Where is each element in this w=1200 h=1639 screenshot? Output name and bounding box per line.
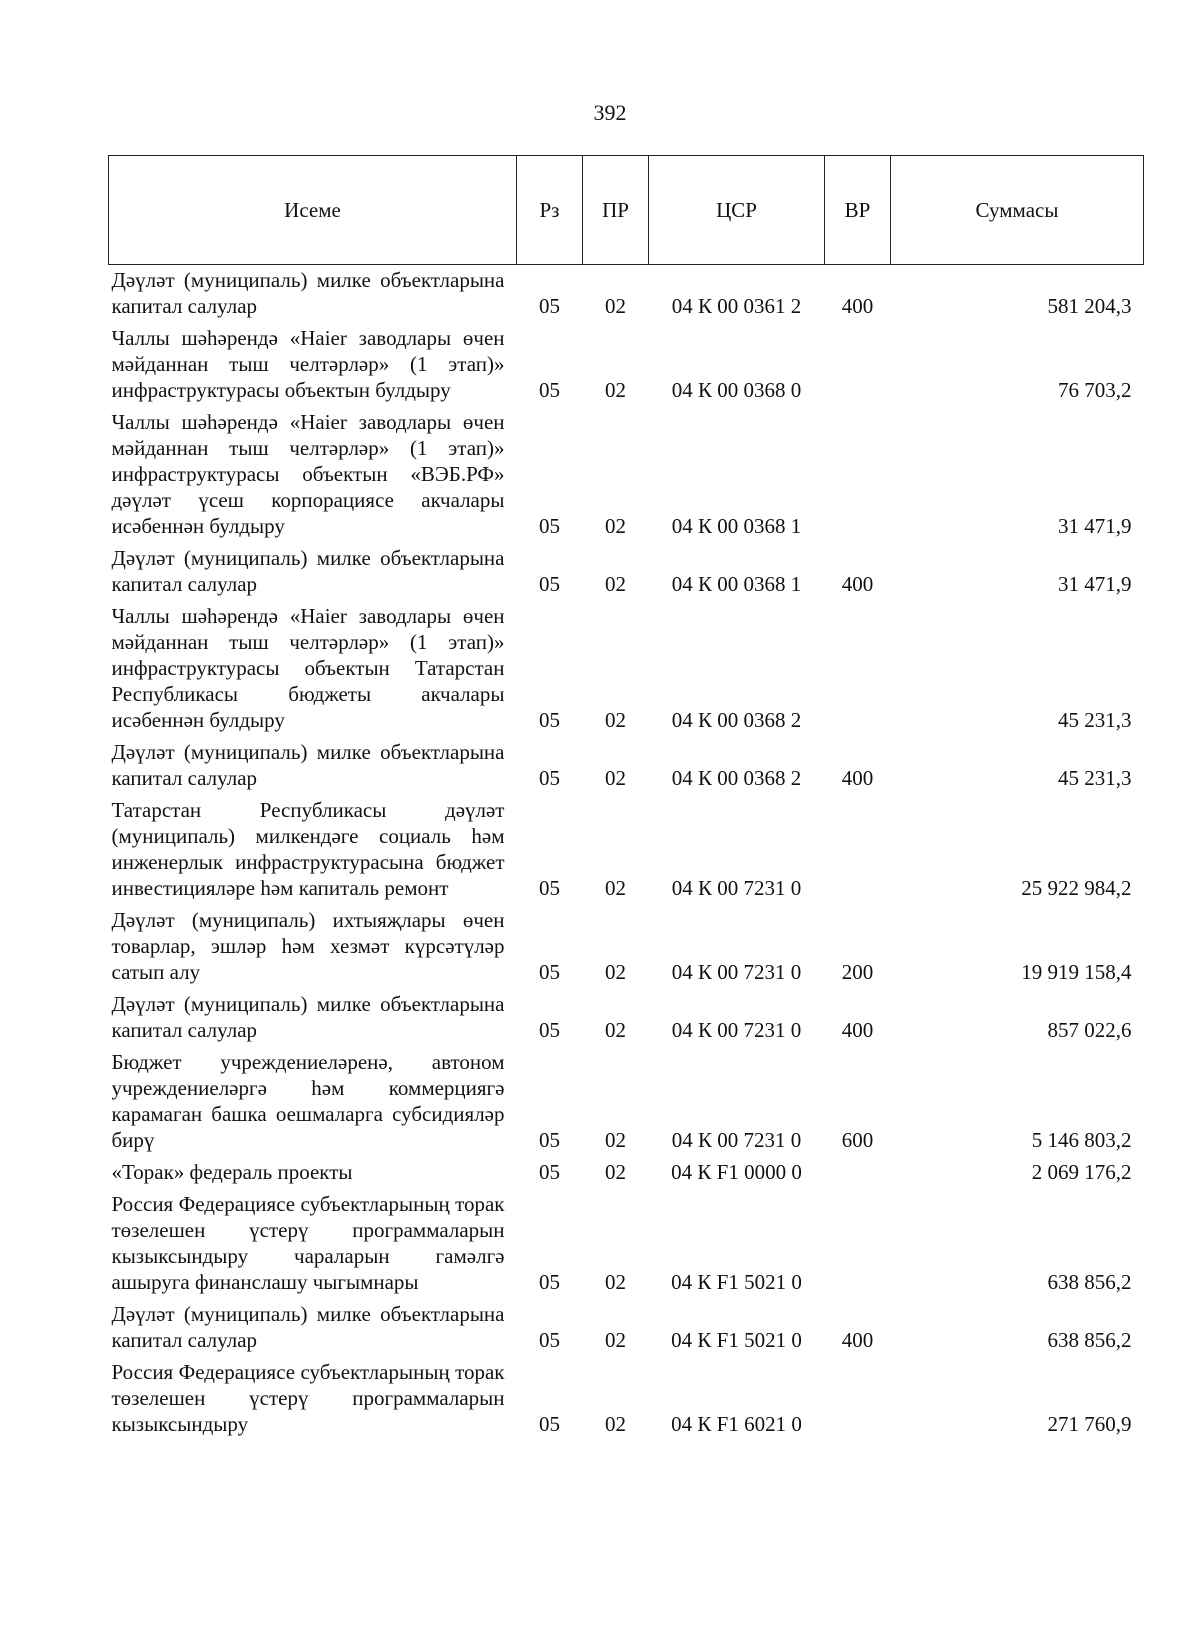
row-amount: 31 471,9 <box>1058 572 1132 596</box>
row-pr: 02 <box>605 1270 626 1294</box>
row-rz: 05 <box>539 1270 560 1294</box>
row-amount: 76 703,2 <box>1058 378 1132 402</box>
row-amount: 31 471,9 <box>1058 514 1132 538</box>
row-vr <box>825 1357 891 1441</box>
table-row <box>109 795 1144 905</box>
row-name: Дәүләт (муниципаль) ихтыяҗлары өчен товарлар, эшләр һәм хезмәт күрсәтүләр сатып алу <box>111 908 505 984</box>
row-vr: 400 <box>841 294 874 318</box>
row-csr: 04 К 00 7231 0 <box>671 1018 802 1042</box>
row-pr: 02 <box>605 708 626 732</box>
header-rz: Рз <box>517 156 583 265</box>
row-csr: 04 К 00 7231 0 <box>671 876 802 900</box>
row-csr: 04 К F1 6021 0 <box>671 1412 802 1436</box>
row-csr: 04 К 00 7231 0 <box>671 1128 802 1152</box>
row-vr <box>825 1157 891 1189</box>
row-rz: 05 <box>539 572 560 596</box>
row-pr: 02 <box>605 876 626 900</box>
row-name: Дәүләт (муниципаль) милке объектларына капитал салулар <box>111 546 505 596</box>
row-vr <box>825 407 891 543</box>
row-vr <box>825 323 891 407</box>
row-rz: 05 <box>539 708 560 732</box>
row-csr: 04 К 00 0368 1 <box>671 514 802 538</box>
row-amount: 19 919 158,4 <box>1021 960 1132 984</box>
row-csr: 04 К 00 0368 2 <box>671 708 802 732</box>
row-pr: 02 <box>605 960 626 984</box>
row-csr: 04 К F1 0000 0 <box>671 1160 802 1184</box>
row-pr: 02 <box>605 572 626 596</box>
row-csr: 04 К 00 0368 2 <box>671 766 802 790</box>
row-csr: 04 К F1 5021 0 <box>671 1328 802 1352</box>
row-amount: 45 231,3 <box>1058 708 1132 732</box>
header-csr: ЦСР <box>649 156 825 265</box>
budget-table <box>108 155 1144 1441</box>
table-row <box>109 737 1144 795</box>
row-amount: 45 231,3 <box>1058 766 1132 790</box>
row-csr: 04 К 00 0368 0 <box>671 378 802 402</box>
row-csr: 04 К 00 0368 1 <box>671 572 802 596</box>
row-rz: 05 <box>539 378 560 402</box>
row-amount: 271 760,9 <box>1047 1412 1132 1436</box>
row-pr: 02 <box>605 766 626 790</box>
row-rz: 05 <box>539 1128 560 1152</box>
row-pr: 02 <box>605 1128 626 1152</box>
row-name: Татарстан Республикасы дәүләт (муниципаль) милкендәге социаль һәм инженерлык инфраструктурасына бюджет инвестицияләре һәм капиталь ремонт <box>111 798 505 900</box>
table-row <box>109 543 1144 601</box>
row-pr: 02 <box>605 294 626 318</box>
table-row <box>109 265 1144 324</box>
row-csr: 04 К 00 7231 0 <box>671 960 802 984</box>
table-row <box>109 601 1144 737</box>
row-pr: 02 <box>605 1412 626 1436</box>
row-vr: 400 <box>841 572 874 596</box>
row-name: Россия Федерациясе субъектларының торак төзелешен үстерү программаларын кызыксындыру чараларын гамәлгә ашыруга финанслашу чыгымнары <box>111 1192 505 1294</box>
row-name: Дәүләт (муниципаль) милке объектларына капитал салулар <box>111 740 505 790</box>
row-rz: 05 <box>539 1328 560 1352</box>
row-rz: 05 <box>539 766 560 790</box>
row-name: Россия Федерациясе субъектларының торак төзелешен үстерү программаларын кызыксындыру <box>111 1360 505 1436</box>
row-vr <box>825 601 891 737</box>
row-amount: 2 069 176,2 <box>1031 1160 1132 1184</box>
table-row <box>109 1189 1144 1299</box>
row-vr: 600 <box>841 1128 874 1152</box>
row-vr: 400 <box>841 766 874 790</box>
row-name: Бюджет учреждениеләренә, автоном учреждениеләргә һәм коммерциягә карамаган башка оешмаларга субсидияләр бирү <box>111 1050 505 1152</box>
row-csr: 04 К F1 5021 0 <box>671 1270 802 1294</box>
row-pr: 02 <box>605 1160 626 1184</box>
table-row <box>109 1357 1144 1441</box>
row-amount: 638 856,2 <box>1047 1328 1132 1352</box>
table-row <box>109 989 1144 1047</box>
table-row <box>109 1299 1144 1357</box>
table-row <box>109 323 1144 407</box>
row-vr <box>825 1189 891 1299</box>
row-vr <box>825 795 891 905</box>
row-name: Чаллы шәһәрендә «Haier заводлары өчен мәйданнан тыш челтәрләр» (1 этап)» инфраструктурасы объектын булдыру <box>111 326 505 402</box>
row-vr: 400 <box>841 1018 874 1042</box>
row-pr: 02 <box>605 514 626 538</box>
header-amount: Суммасы <box>891 156 1144 265</box>
header-name: Исеме <box>109 156 517 265</box>
header-vr: ВР <box>825 156 891 265</box>
row-pr: 02 <box>605 378 626 402</box>
table-row <box>109 1157 1144 1189</box>
row-rz: 05 <box>539 514 560 538</box>
row-rz: 05 <box>539 1160 560 1184</box>
header-pr: ПР <box>583 156 649 265</box>
row-amount: 581 204,3 <box>1047 294 1132 318</box>
row-pr: 02 <box>605 1018 626 1042</box>
row-vr: 200 <box>841 960 874 984</box>
row-amount: 857 022,6 <box>1047 1018 1132 1042</box>
row-name: Дәүләт (муниципаль) милке объектларына капитал салулар <box>111 992 505 1042</box>
row-rz: 05 <box>539 1412 560 1436</box>
row-amount: 5 146 803,2 <box>1031 1128 1132 1152</box>
row-pr: 02 <box>605 1328 626 1352</box>
row-rz: 05 <box>539 1018 560 1042</box>
table-row <box>109 905 1144 989</box>
page-number: 392 <box>593 100 627 125</box>
row-name: Чаллы шәһәрендә «Haier заводлары өчен мәйданнан тыш челтәрләр» (1 этап)» инфраструктурасы объектын «ВЭБ.РФ» дәүләт үсеш корпорациясе акчалары исәбеннән булдыру <box>111 410 505 538</box>
table-row <box>109 407 1144 543</box>
table-header-row <box>109 156 1144 265</box>
row-rz: 05 <box>539 876 560 900</box>
row-vr: 400 <box>841 1328 874 1352</box>
row-rz: 05 <box>539 960 560 984</box>
row-amount: 638 856,2 <box>1047 1270 1132 1294</box>
row-name: Дәүләт (муниципаль) милке объектларына капитал салулар <box>111 268 505 318</box>
row-amount: 25 922 984,2 <box>1021 876 1132 900</box>
row-rz: 05 <box>539 294 560 318</box>
row-name: Дәүләт (муниципаль) милке объектларына капитал салулар <box>111 1302 505 1352</box>
row-name: Чаллы шәһәрендә «Haier заводлары өчен мәйданнан тыш челтәрләр» (1 этап)» инфраструктурасы объектын Татарстан Республикасы бюджеты акчалары исәбеннән булдыру <box>111 604 505 732</box>
row-csr: 04 К 00 0361 2 <box>671 294 802 318</box>
table-body <box>109 265 1144 1442</box>
table-row <box>109 1047 1144 1157</box>
row-name: «Торак» федераль проекты <box>111 1160 353 1184</box>
